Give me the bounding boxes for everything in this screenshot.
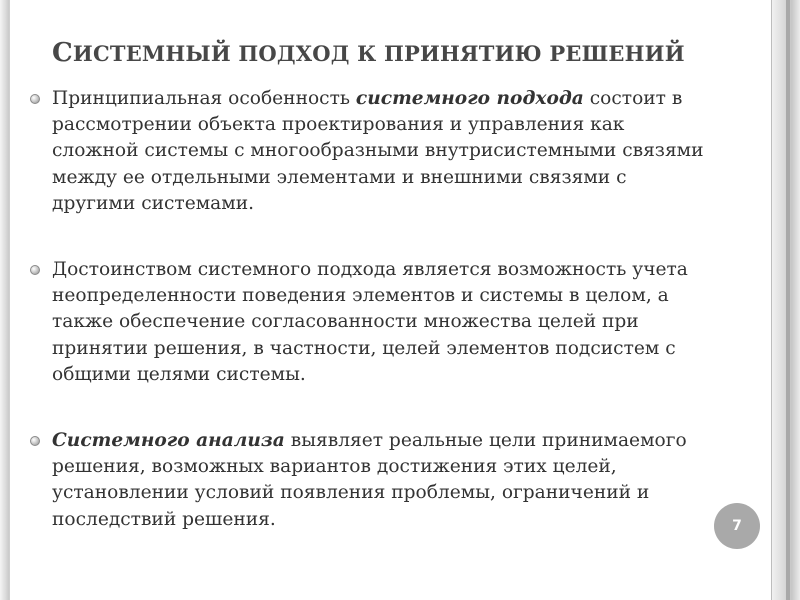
slide-title-rest: ИСТЕМНЫЙ ПОДХОД К ПРИНЯТИЮ РЕШЕНИЙ bbox=[72, 41, 685, 66]
left-border-decoration bbox=[0, 0, 10, 600]
bullet-text: выявляет реальные цели принимаемого решения, возможных вариантов достижения этих целей, установлении условий появления проблемы, ограничений и последствий решения. bbox=[52, 430, 687, 530]
bullet-marker-icon bbox=[30, 436, 40, 446]
bullet-text: Достоинством системного подхода является возможность учета неопределенности поведения элементов и системы в целом, а также обеспечение согласованности множества целей при принятии решения, в частности, целей элементов подсистем с общими целями системы. bbox=[52, 259, 688, 385]
bullet-item-systems-approach bbox=[30, 86, 710, 217]
bullet-item-systems-analysis bbox=[30, 428, 710, 533]
bullet-marker-icon bbox=[30, 265, 40, 275]
bullet-item-advantages bbox=[30, 257, 710, 388]
bullet-emphasis: системного подхода bbox=[355, 88, 584, 109]
right-border-decoration bbox=[771, 0, 800, 600]
bullet-text: Принципиальная особенность bbox=[52, 88, 356, 109]
bullet-marker-icon bbox=[30, 94, 40, 104]
bullet-emphasis: Системного анализа bbox=[52, 430, 285, 452]
slide-title-initial: С bbox=[52, 38, 73, 68]
bullet-text: состоит в рассмотрении объекта проектирования и управления как сложной системы с многообразными внутрисистемными связями между ее отдельными элементами и внешними связями с другими системами. bbox=[52, 88, 704, 214]
slide-title bbox=[52, 38, 685, 68]
right-border-line bbox=[786, 0, 790, 600]
bullet-list bbox=[30, 86, 710, 533]
page-number-badge: 7 bbox=[714, 503, 760, 549]
